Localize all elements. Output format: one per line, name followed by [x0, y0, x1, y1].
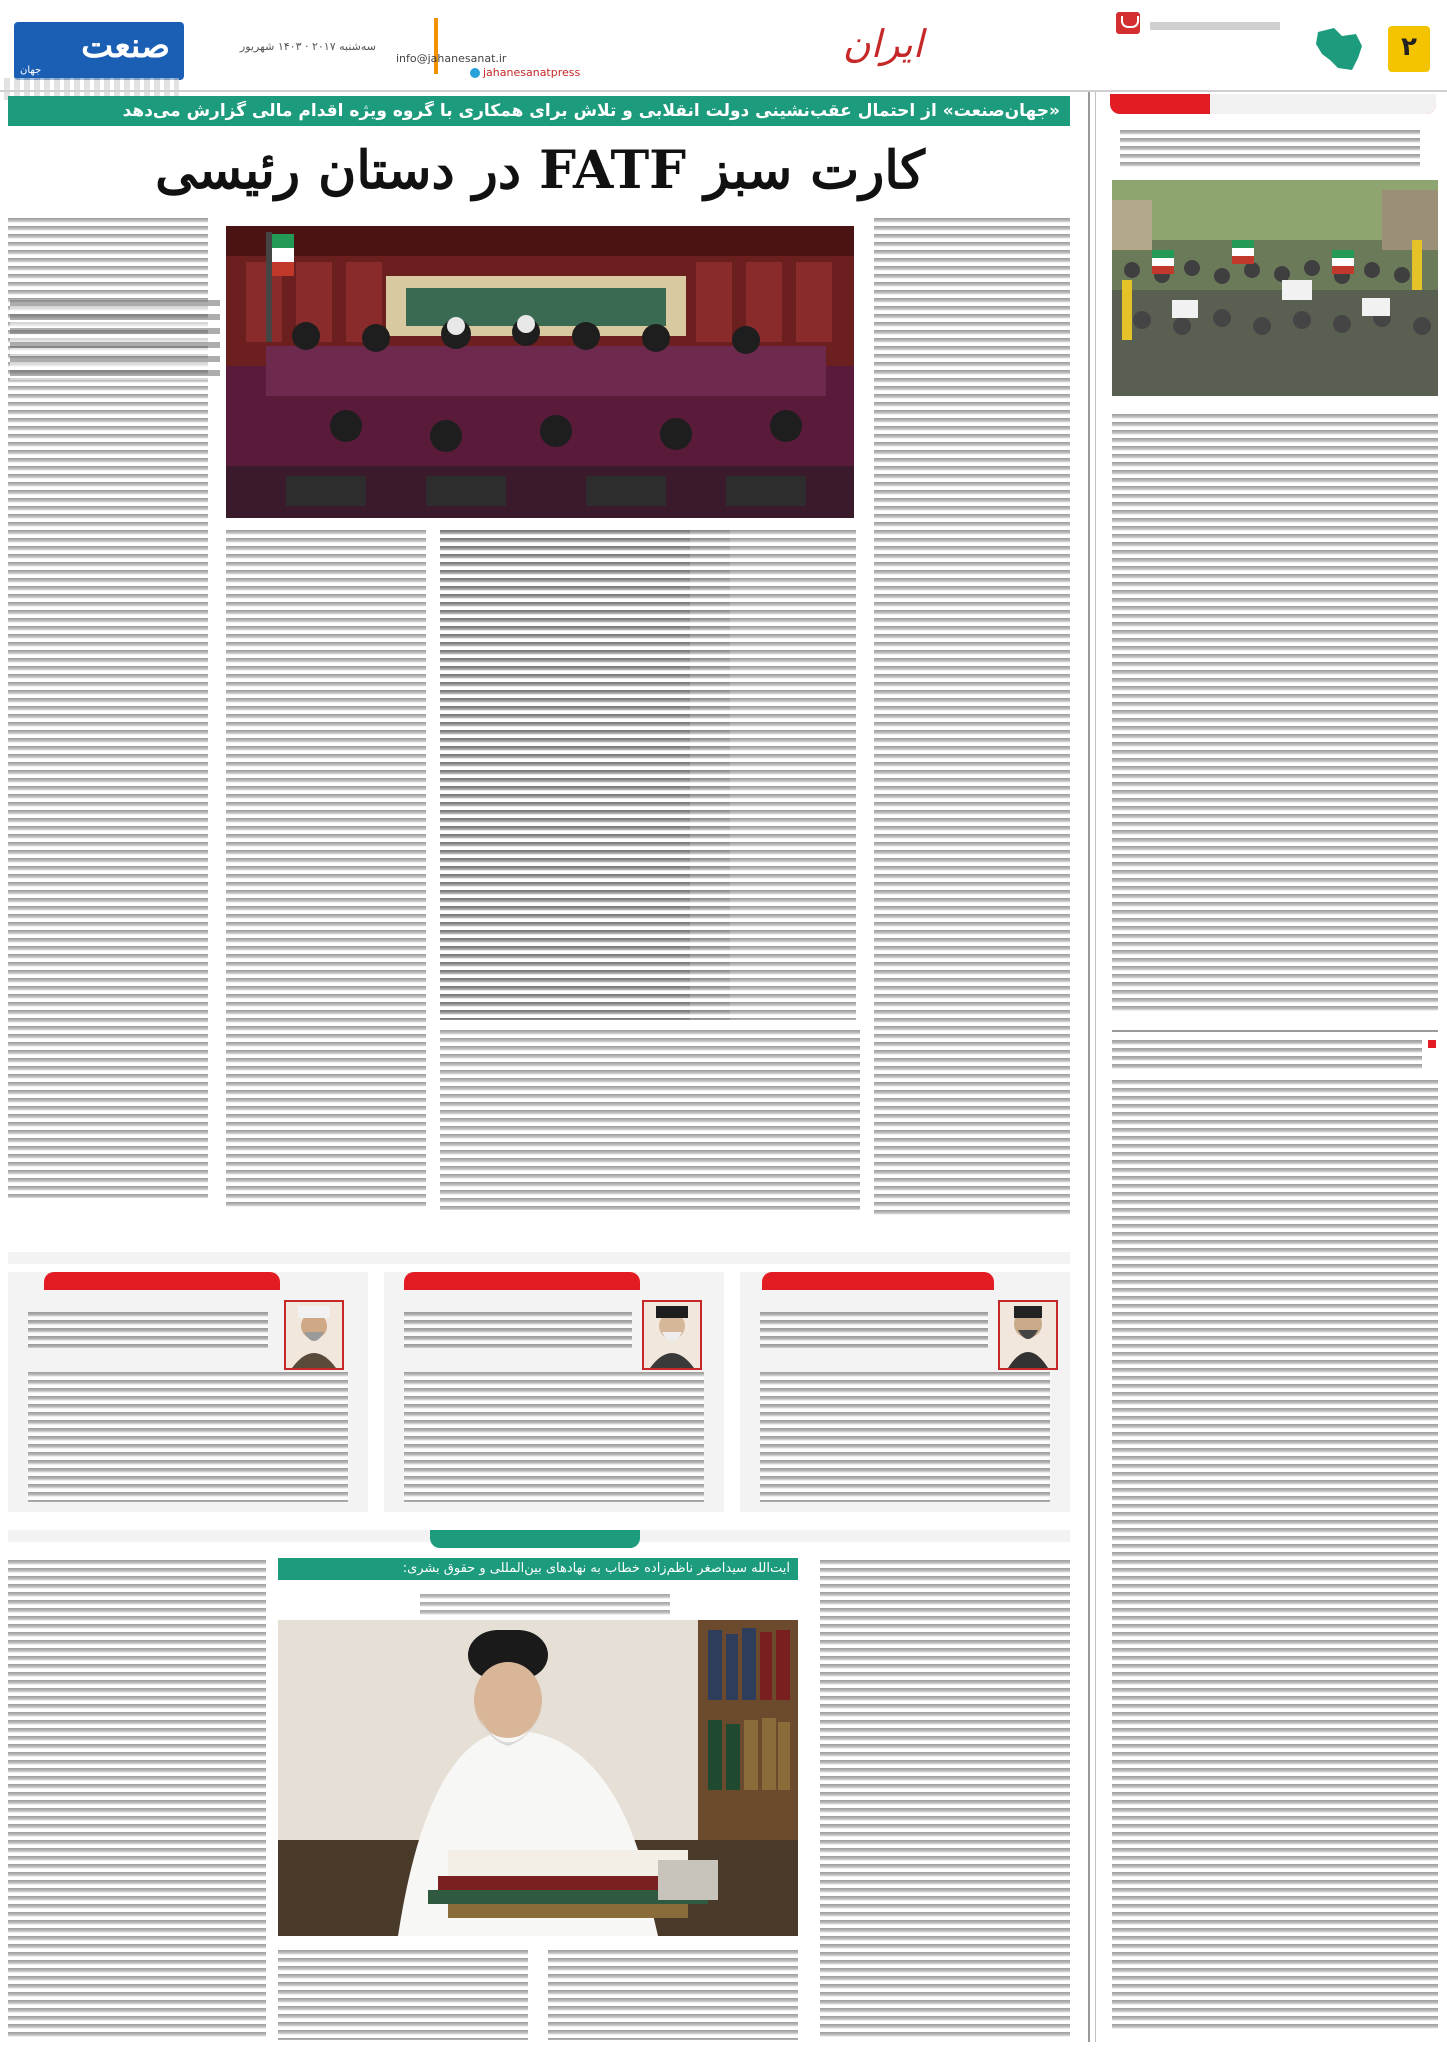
date-line: سه‌شنبه ۲۰۱۷ · ۱۴۰۳ شهریور — [239, 40, 376, 53]
social-handle-text: jahanesanatpress — [483, 66, 581, 79]
bottom-kicker: آیت‌الله سیداصغر ناظم‌زاده خطاب به نهادهای بین‌المللی و حقوق بشری: — [402, 1561, 790, 1576]
column-rule — [1095, 92, 1096, 2042]
masthead-rule — [0, 90, 1447, 92]
sidebar-photo-illustration — [1112, 180, 1438, 396]
bottom-photo-cleric-writing[interactable] — [278, 1620, 798, 1936]
bottom-headline — [420, 1594, 670, 1616]
sidebar-column-2 — [1112, 1080, 1438, 2030]
bottom-kicker-bar — [278, 1558, 798, 1580]
commentary-box-2[interactable] — [384, 1272, 724, 1512]
lead-photo-illustration — [226, 226, 854, 518]
sidebar-story-headline — [1112, 1040, 1422, 1070]
bottom-column-left — [8, 1560, 266, 2040]
newspaper-logo[interactable] — [14, 22, 184, 80]
lead-kicker-bar — [8, 96, 1070, 126]
bottom-photo-illustration — [278, 1620, 798, 1936]
bottom-green-tab — [430, 1530, 640, 1548]
commentary-box-1[interactable] — [740, 1272, 1070, 1512]
commentary-text-3 — [28, 1372, 348, 1502]
commentary-box-3[interactable] — [8, 1272, 368, 1512]
page-number: ۲ — [1401, 32, 1417, 62]
iran-map-icon — [1312, 24, 1366, 74]
telegram-icon — [470, 68, 480, 78]
sidebar-photo-headline — [1120, 130, 1420, 170]
lead-kicker: «جهان‌صنعت» از احتمال عقب‌نشینی دولت انقلابی و تلاش برای همکاری با گروه ویژه اقدام مالی گزارش می‌دهد — [122, 101, 1060, 121]
lead-column-right — [874, 218, 1070, 1218]
bottom-column-under-photo-1 — [278, 1950, 528, 2040]
lead-column-middle-4 — [690, 530, 856, 1020]
masthead — [0, 0, 1447, 92]
commentary-title-3 — [28, 1312, 268, 1348]
commentary-text-1 — [760, 1372, 1050, 1502]
lead-column-middle-3 — [440, 1030, 860, 1210]
social-handle[interactable] — [470, 66, 580, 79]
lead-photo-parliament-session[interactable] — [226, 226, 854, 518]
email-icon[interactable] — [1116, 12, 1140, 34]
commentary-top-rule — [8, 1252, 1070, 1264]
commentary-title-1 — [760, 1312, 988, 1348]
logo-text: صنعت — [81, 26, 170, 66]
commentary-red-tab — [44, 1272, 280, 1290]
orange-divider — [434, 18, 438, 74]
commentary-red-tab — [404, 1272, 640, 1290]
sidebar-divider — [1112, 1030, 1438, 1032]
bottom-column-under-photo-2 — [548, 1950, 798, 2040]
header-url-placeholder — [1150, 22, 1280, 30]
lead-headline[interactable]: کارت سبز FATF در دستان رئیسی — [155, 140, 925, 201]
lead-subhead-texture — [10, 300, 220, 380]
logo-sub: جهان — [20, 65, 42, 76]
email-text[interactable]: info@jahanesanat.ir — [396, 52, 507, 65]
sidebar-red-tab — [1110, 94, 1436, 114]
commentary-portrait-1 — [998, 1300, 1058, 1370]
sidebar-photo-rally-crowd[interactable] — [1112, 180, 1438, 396]
column-rule — [1088, 92, 1090, 2042]
page-number-badge — [1388, 26, 1430, 72]
commentary-red-tab — [762, 1272, 994, 1290]
sidebar-column-1 — [1112, 414, 1438, 1014]
commentary-title-2 — [404, 1312, 632, 1348]
sidebar-red-bullet — [1428, 1040, 1436, 1048]
commentary-text-2 — [404, 1372, 704, 1502]
bottom-column-right — [820, 1560, 1070, 2040]
commentary-portrait-3 — [284, 1300, 344, 1370]
lead-column-middle-2 — [440, 530, 730, 1020]
commentary-portrait-2 — [642, 1300, 702, 1370]
lead-column-middle-1 — [226, 530, 426, 1210]
section-title: ایران — [842, 22, 924, 66]
